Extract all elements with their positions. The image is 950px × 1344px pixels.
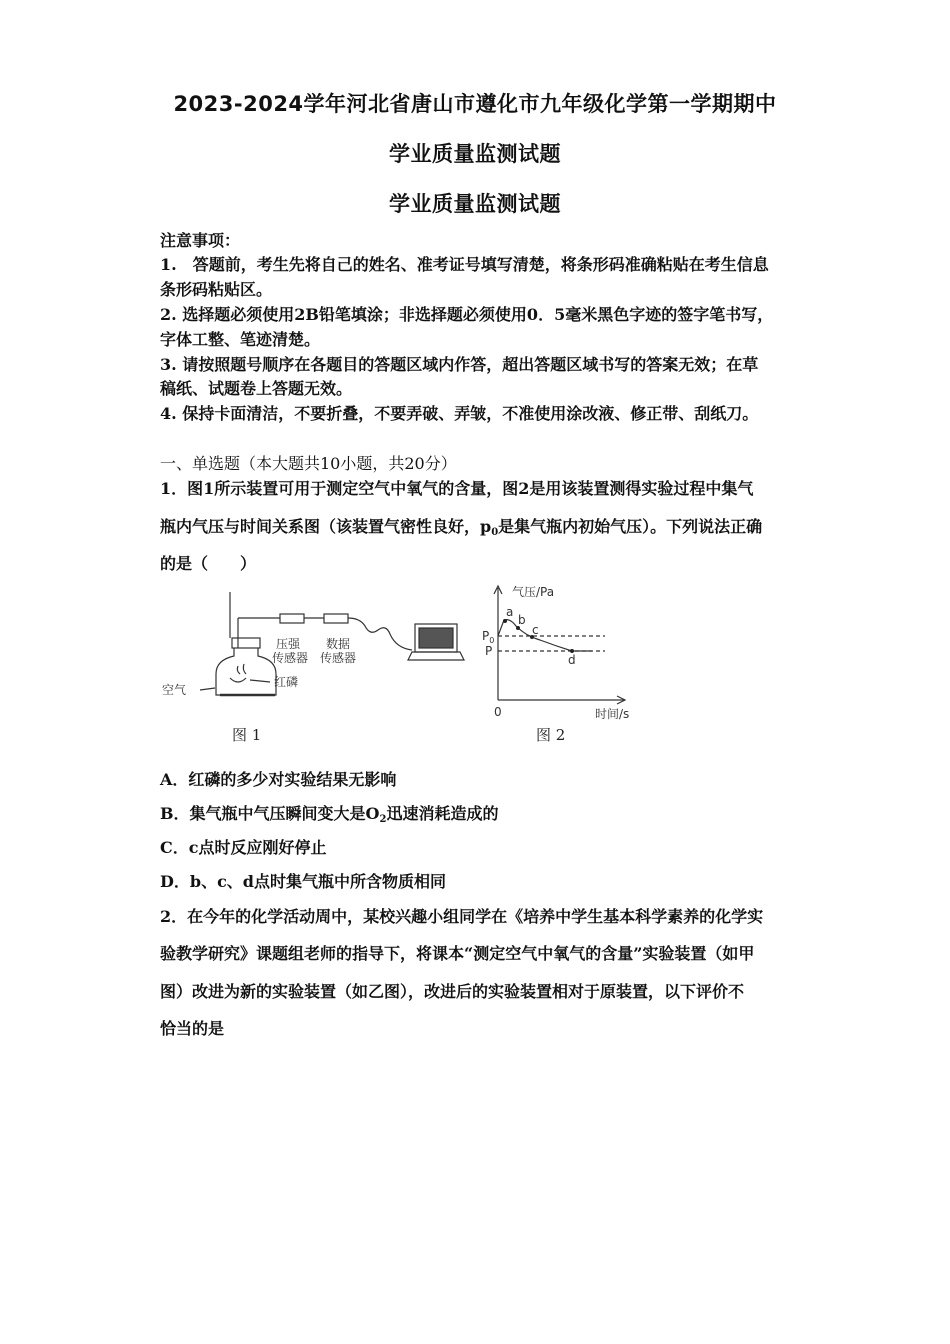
q1-line-2-pre: 瓶内气压与时间关系图（该装置气密性良好，p [160,517,492,536]
label-air: 空气 [162,683,187,697]
q1-option-c: C．c点时反应刚好停止 [160,838,327,857]
bottle-stopper [232,638,260,648]
q2-line-4: 恰当的是 [160,1019,225,1038]
q1-figure [160,578,640,748]
combustion-spoon [230,678,246,682]
computer-keyboard [408,652,464,660]
label-sensor1-a: 压强 [276,637,301,651]
exam-title-line2: 学业质量监测试题 [389,142,561,166]
phosphorus-pointer [250,680,270,682]
notice-line-7: 4. 保持卡面清洁，不要折叠，不要弄破、弄皱，不准使用涂改液、修正带、刮纸刀。 [160,404,759,423]
section-heading: 一、单选题（本大题共10小题，共20分） [160,454,457,473]
exam-title-line1: 2023-2024学年河北省唐山市遵化市九年级化学第一学期期中 [173,92,777,116]
origin-label: 0 [494,705,502,719]
data-sensor-box [324,614,348,623]
q1-option-d: D．b、c、d点时集气瓶中所含物质相同 [160,872,446,891]
computer-display [419,628,453,648]
label-sensor2-b: 传感器 [320,651,357,665]
q1-option-a: A．红磷的多少对实验结果无影响 [160,770,397,789]
pressure-time-graph [494,586,625,704]
q1-line-2 [160,514,800,538]
notice-line-1: 1. 答题前，考生先将自己的姓名、准考证号填写清楚，将条形码准确粘贴在考生信息 [160,255,769,274]
pressure-curve [498,620,592,651]
notice-line-6: 稿纸、试题卷上答题无效。 [160,379,353,398]
data-cable [348,618,412,650]
gas-collecting-bottle [216,648,276,695]
flame-icon [237,664,246,674]
fig1-caption: 图 1 [232,726,262,744]
notice-line-4: 字体工整、笔迹清楚。 [160,330,321,349]
q1-line-1: 1．图1所示装置可用于测定空气中氧气的含量，图2是用该装置测得实验过程中集气 [160,479,754,498]
q1-figure-svg [160,578,640,748]
pressure-sensor-box [280,614,304,623]
label-sensor2-a: 数据 [326,637,351,651]
fig2-caption: 图 2 [536,726,566,744]
q1-option-b [160,801,800,825]
notice-heading: 注意事项： [160,231,241,250]
p-label: P [485,644,493,658]
p0-label-main: P [482,629,490,643]
notice-line-3: 2. 选择题必须使用2B铅笔填涂；非选择题必须使用0．5毫米黑色字迹的签字笔书写， [160,305,774,324]
q1-line-2-post: 是集气瓶内初始气压）。下列说法正确 [498,517,763,536]
notice-line-5: 3. 请按照题号顺序在各题目的答题区域内作答，超出答题区域书写的答案无效；在草 [160,355,759,374]
y-axis-label: 气压/Pa [512,585,555,599]
x-axis-label: 时间/s [595,707,630,721]
q1-option-b-post: 迅速消耗造成的 [386,804,499,823]
q2-line-2: 验教学研究》课题组老师的指导下，将课本“测定空气中氧气的含量”实验装置（如甲 [160,944,755,963]
air-pointer [200,688,215,690]
exam-title-line3: 学业质量监测试题 [389,192,561,216]
point-a-dot [503,619,507,623]
q1-option-b-sub: 2 [379,814,387,825]
q1-line-3: 的是（ ） [160,554,257,573]
p0-label-sub: 0 [489,636,495,645]
point-a-label: a [506,605,514,619]
point-d-label: d [568,653,576,667]
q2-line-1: 2．在今年的化学活动周中，某校兴趣小组同学在《培养中学生基本科学素养的化学实 [160,907,764,926]
q1-option-b-pre: B．集气瓶中气压瞬间变大是O [160,804,380,823]
q2-line-3: 图）改进为新的实验装置（如乙图），改进后的实验装置相对于原装置，以下评价不 [160,982,745,1001]
p0-label [482,629,494,645]
label-phosphorus: 红磷 [274,675,299,689]
label-sensor1-b: 传感器 [272,651,309,665]
point-b-label: b [518,613,526,627]
point-c-label: c [532,623,539,637]
q1-line-2-sub: 0 [491,527,499,538]
notice-line-2: 条形码粘贴区。 [160,280,273,299]
